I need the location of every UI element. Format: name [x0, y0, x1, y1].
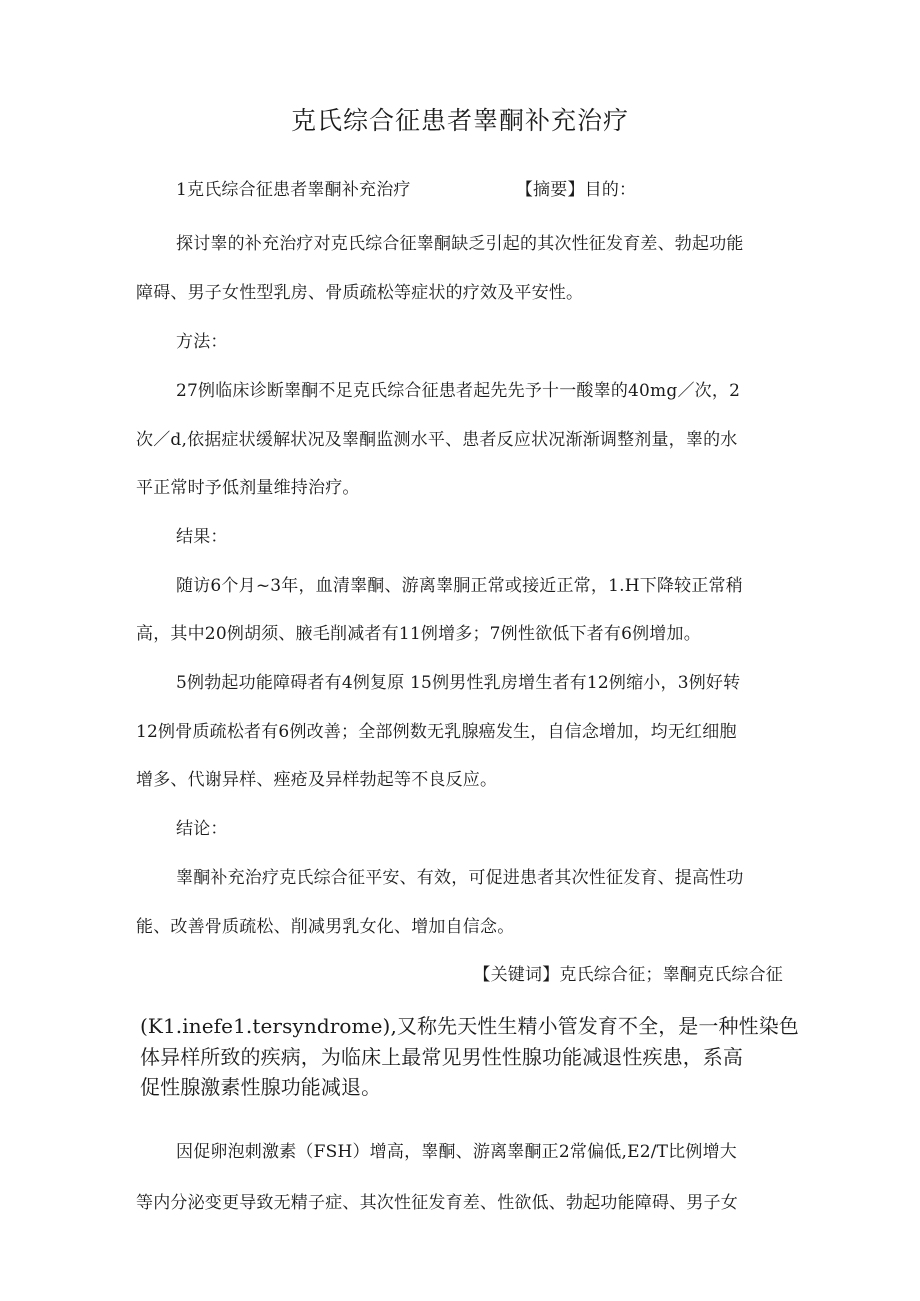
keywords-line: 【关键词】克氏综合征；睾酮克氏综合征	[473, 965, 783, 985]
body-line-10: 增多、代谢异样、痤疮及异样勃起等不良反应。	[136, 770, 498, 790]
body-line-01: 探讨睾的补充治疗对克氏综合征睾酮缺乏引起的其次性征发育差、勃起功能	[176, 234, 744, 254]
body-line-13: 因促卵泡刺激素（FSH）增高，睾酮、游离睾酮正2常偏低,E2/T比例增大	[176, 1142, 737, 1162]
body-line-03: 27例临床诊断睾酮不足克氏综合征患者起先先予十一酸睾的40mg／次，2	[176, 381, 741, 401]
body-line-09: 12例骨质疏松者有6例改善；全部例数无乳腺癌发生，自信念增加，均无红细胞	[136, 722, 737, 742]
body-line-05: 平正常时予低剂量维持治疗。	[136, 478, 360, 498]
intro-line-01: (K1.inefe1.tersyndrome),又称先天性生精小管发育不全，是一种性染色	[140, 1014, 799, 1038]
document-title: 克氏综合征患者睾酮补充治疗	[290, 106, 629, 135]
body-line-04: 次／d,依据症状缓解状况及睾酮监测水平、患者反应状况渐渐调整剂量，睾的水	[136, 430, 738, 450]
intro-line-03: 促性腺激素性腺功能减退。	[140, 1075, 382, 1099]
section-results: 结果：	[176, 527, 228, 547]
abstract-purpose-label: 【摘要】目的：	[515, 180, 637, 200]
intro-line-02: 体异样所致的疾病，为临床上最常见男性性腺功能减退性疾患，系高	[140, 1045, 743, 1069]
body-line-08: 5例勃起功能障碍者有4例复原 15例男性乳房增生者有12例缩小，3例好转	[176, 673, 741, 693]
body-line-12: 能、改善骨质疏松、削减男乳女化、增加自信念。	[136, 917, 515, 937]
header-line	[176, 178, 636, 202]
body-line-06: 随访6个月~3年，血清睾酮、游离睾胴正常或接近正常，1.H下降较正常稍	[176, 576, 743, 596]
header-label: 1克氏综合征患者睾酮补充治疗	[176, 180, 411, 200]
section-methods: 方法：	[176, 332, 228, 352]
body-line-07: 高，其中20例胡须、腋毛削减者有11例增多；7例性欲低下者有6例增加。	[136, 624, 701, 644]
body-line-02: 障碍、男子女性型乳房、骨质疏松等症状的疗效及平安性。	[136, 283, 584, 303]
body-line-14: 等内分泌变更导致无精子症、其次性征发育差、性欲低、勃起功能障碍、男子女	[136, 1193, 738, 1213]
body-line-11: 睾酮补充治疗克氏综合征平安、有效，可促进患者其次性征发育、提高性功	[176, 868, 744, 888]
section-conclusion: 结论：	[176, 819, 228, 839]
